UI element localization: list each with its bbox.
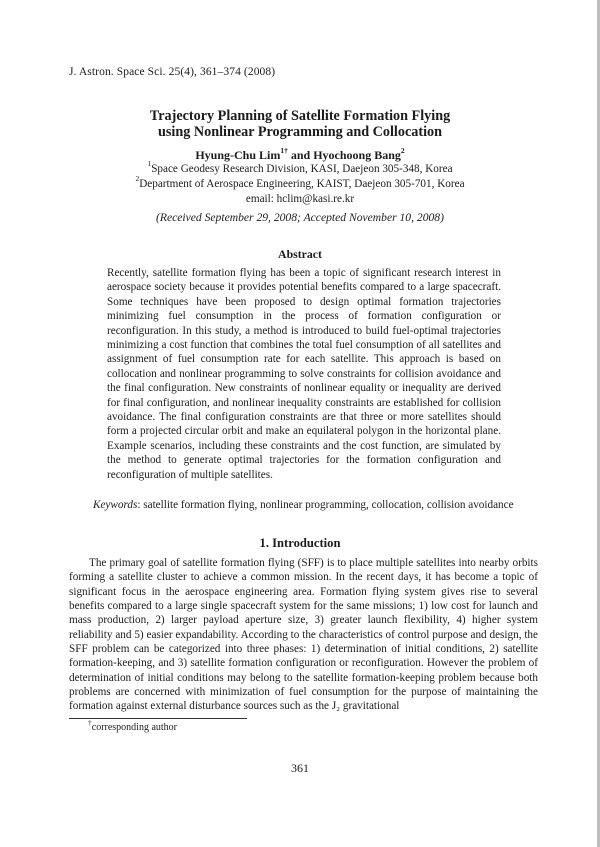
introduction-body: The primary goal of satellite formation flying (SFF) is to place multiple satellites into nearby orbits forming a satellite cluster to achieve a common mission. In the recent days, it has become a topic of significant focus in the aerospace engineering area. Formation flying system gives rise to several benefits compared to a large single spacecraft system for the same missions; 1) low cost for launch and mass production, 2) larger payload aperture size, 3) greater launch flexibility, 4) higher system reliability and 5) easier expandability. According to the characteristics of control purpose and design, the SFF problem can be categorized into three phases: 1) determination of initial conditions, 2) satellite formation-keeping, and 3) satellite formation configuration or reconfiguration. However the problem of determination of initial conditions may belong to the satellite formation-keeping problem because both problems are concerned with minimization of fuel consumption for the purpose of maintaining the formation against external disturbance sources such as the J₂ gravitational: [69, 557, 538, 713]
affiliation-2-marker: 2: [135, 174, 140, 184]
abstract-body: Recently, satellite formation flying has been a topic of significant research interest in aerospace society because it provides potential benefits compared to a large spacecraft. Some techniques have been proposed to design optimal formation trajectories minimizing fuel consumption in the process of formation configuration or reconfiguration. In this study, a method is introduced to build fuel-optimal trajectories minimizing a cost function that combines the total fuel consumption of all satellites and assignment of fuel consumption rate for each satellite. This approach is based on collocation and nonlinear programming to solve constraints for collision avoidance and the final configuration. New constraints of nonlinear equality or inequality are derived for final configuration, and nonlinear inequality constraints are established for collision avoidance. The final configuration constraints are that three or more satellites should form a projected circular orbit and make an equilateral polygon in the horizontal plane. Example scenarios, including these constraints and the cost function, are simulated by the method to generate optimal trajectories for the formation configuration and reconfiguration of multiple satellites.: [107, 267, 501, 481]
footnote-marker: †: [88, 717, 92, 727]
abstract-heading: Abstract: [278, 247, 322, 261]
keywords: [93, 499, 514, 511]
footnote: [88, 717, 178, 733]
author-2: Hyochoong Bang: [313, 148, 401, 162]
affiliation-2-text: Department of Aerospace Engineering, KAIST, Daejeon 305-701, Korea: [139, 178, 465, 190]
keywords-label: Keywords: [93, 499, 138, 511]
section-heading-introduction: 1. Introduction: [259, 536, 341, 550]
authors: [0, 148, 600, 162]
author-1-marker: 1†: [280, 146, 288, 155]
author-1: Hyung-Chu Lim: [195, 148, 281, 162]
affiliation-1-marker: 1: [147, 159, 152, 169]
received-dates: (Received September 29, 2008; Accepted November 10, 2008): [156, 211, 444, 224]
footnote-rule: [69, 718, 247, 719]
paper-title-line-1: Trajectory Planning of Satellite Formation Flying: [149, 108, 451, 124]
keywords-text: : satellite formation flying, nonlinear programming, collocation, collision avoidance: [137, 499, 514, 511]
author-2-marker: 2: [400, 146, 405, 155]
contact-email: email: hclim@kasi.re.kr: [245, 193, 355, 205]
author-conjunction: and: [287, 148, 314, 162]
page-number: 361: [291, 761, 309, 775]
paper-title-line-2: using Nonlinear Programming and Collocation: [157, 124, 443, 140]
affiliation-2: [0, 174, 600, 191]
affiliation-1-text: Space Geodesy Research Division, KASI, Daejeon 305-348, Korea: [151, 163, 453, 175]
footnote-text: corresponding author: [91, 722, 178, 733]
journal-reference: J. Astron. Space Sci. 25(4), 361–374 (2008): [69, 66, 276, 78]
affiliation-1: [0, 159, 600, 176]
